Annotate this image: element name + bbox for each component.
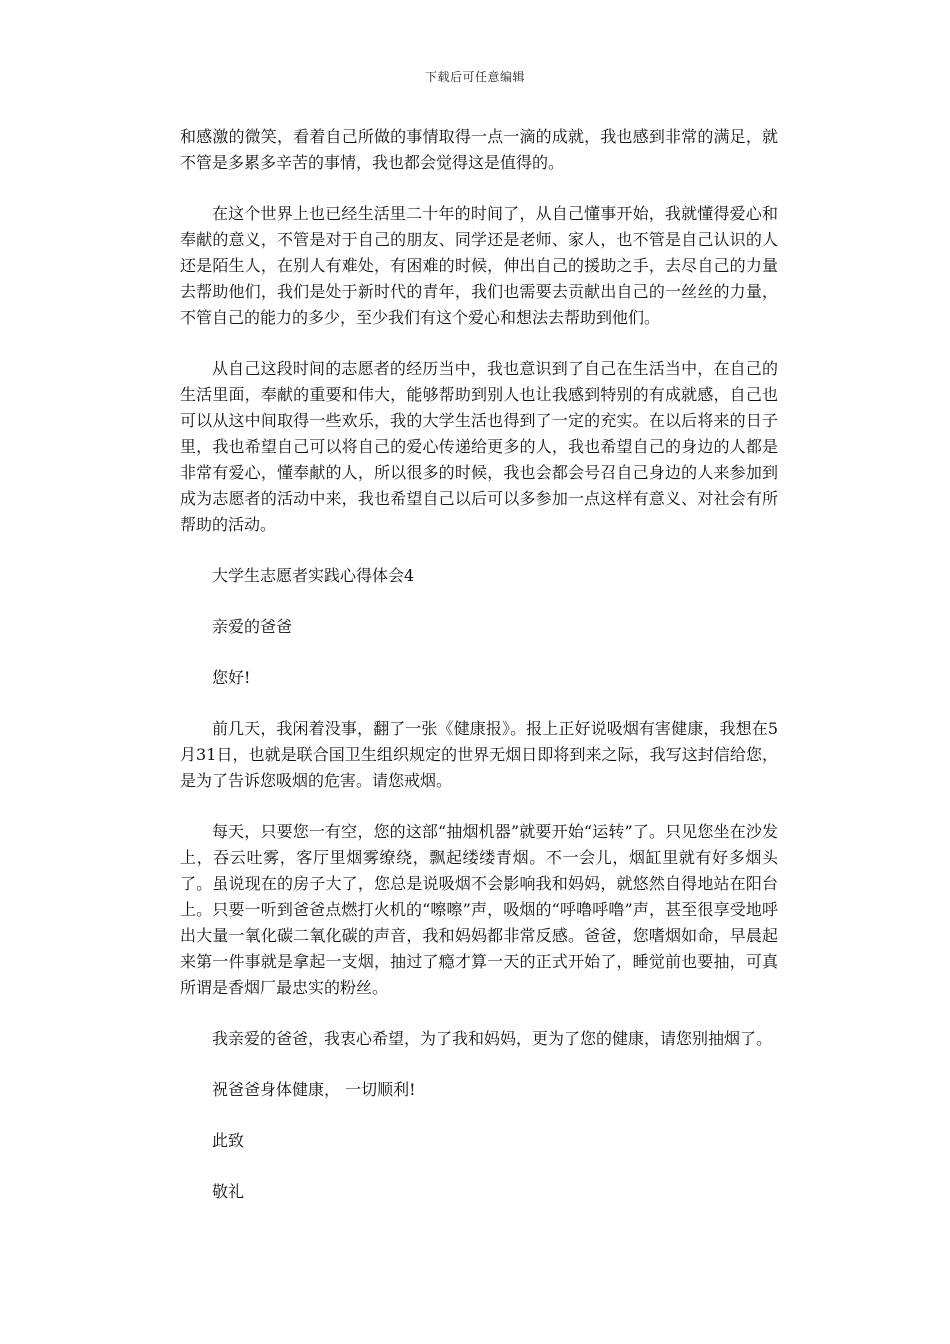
paragraph-dedication: 在这个世界上也已经生活里二十年的时间了，从自己懂事开始，我就懂得爱心和奉献的意义，不管是对于自己的朋友、同学还是老师、家人，也不管是自己认识的人还是陌生人，在别人有难处，有困难的时候，伸出自己的援助之手，去尽自己的力量去帮助他们，我们是处于新时代的青年，我们也需要去贡献出自己的一丝丝的力量，不管自己的能力的多少，至少我们有这个爱心和想法去帮助到他们。	[180, 204, 778, 327]
letter-wishes: 祝爸爸身体健康， 一切顺利!	[212, 1080, 416, 1099]
paragraph-volunteer-experience: 从自己这段时间的志愿者的经历当中，我也意识到了自己在生活当中，在自己的生活里面，奉献的重要和伟大，能够帮助到别人也让我感到特别的有成就感，自己也可以从这中间取得一些欢乐，我的大学生活也得到了一定的充实。在以后将来的日子里，我也希望自己可以将自己的爱心传递给更多的人，我也希望自己的身边的人都是非常有爱心，懂奉献的人，所以很多的时候，我也会都会号召自己身边的人来参加到成为志愿者的活动中来，我也希望自己以后可以多参加一点这样有意义、对社会有所帮助的活动。	[180, 359, 778, 534]
letter-paragraph-intro: 前几天，我闲着没事，翻了一张《健康报》。报上正好说吸烟有害健康，我想在5月31日，也就是联合国卫生组织规定的世界无烟日即将到来之际，我写这封信给您，是为了告诉您吸烟的危害。请您戒烟。	[180, 719, 778, 790]
letter-paragraph-smoking: 每天，只要您一有空，您的这部“抽烟机器”就要开始“运转”了。只见您坐在沙发上，吞云吐雾，客厅里烟雾缭绕，飘起缕缕青烟。不一会儿，烟缸里就有好多烟头了。虽说现在的房子大了，您总是说吸烟不会影响我和妈妈，就悠然自得地站在阳台上。只要一听到爸爸点燃打火机的“嚓嚓”声，吸烟的“呼噜呼噜”声，甚至很享受地呼出大量一氧化碳二氧化碳的声音，我和妈妈都非常反感。爸爸，您嗜烟如命，早晨起来第一件事就是拿起一支烟，抽过了瘾才算一天的正式开始了，睡觉前也要抽，可真所谓是香烟厂最忠实的粉丝。	[180, 822, 778, 997]
letter-greeting: 您好!	[212, 668, 251, 687]
letter-regards: 敬礼	[212, 1182, 245, 1201]
document-body	[180, 124, 778, 1230]
paragraph-continuation: 和感激的微笑，看着自己所做的事情取得一点一滴的成就，我也感到非常的满足，就不管是多累多辛苦的事情，我也都会觉得这是值得的。	[180, 127, 778, 172]
letter-closing: 此致	[212, 1131, 245, 1150]
page-header: 下载后可任意编辑	[424, 70, 525, 84]
letter-paragraph-plea: 我亲爱的爸爸，我衷心希望，为了我和妈妈，更为了您的健康，请您别抽烟了。	[212, 1029, 773, 1048]
letter-salutation: 亲爱的爸爸	[212, 617, 293, 636]
section-heading: 大学生志愿者实践心得体会4	[212, 566, 415, 585]
